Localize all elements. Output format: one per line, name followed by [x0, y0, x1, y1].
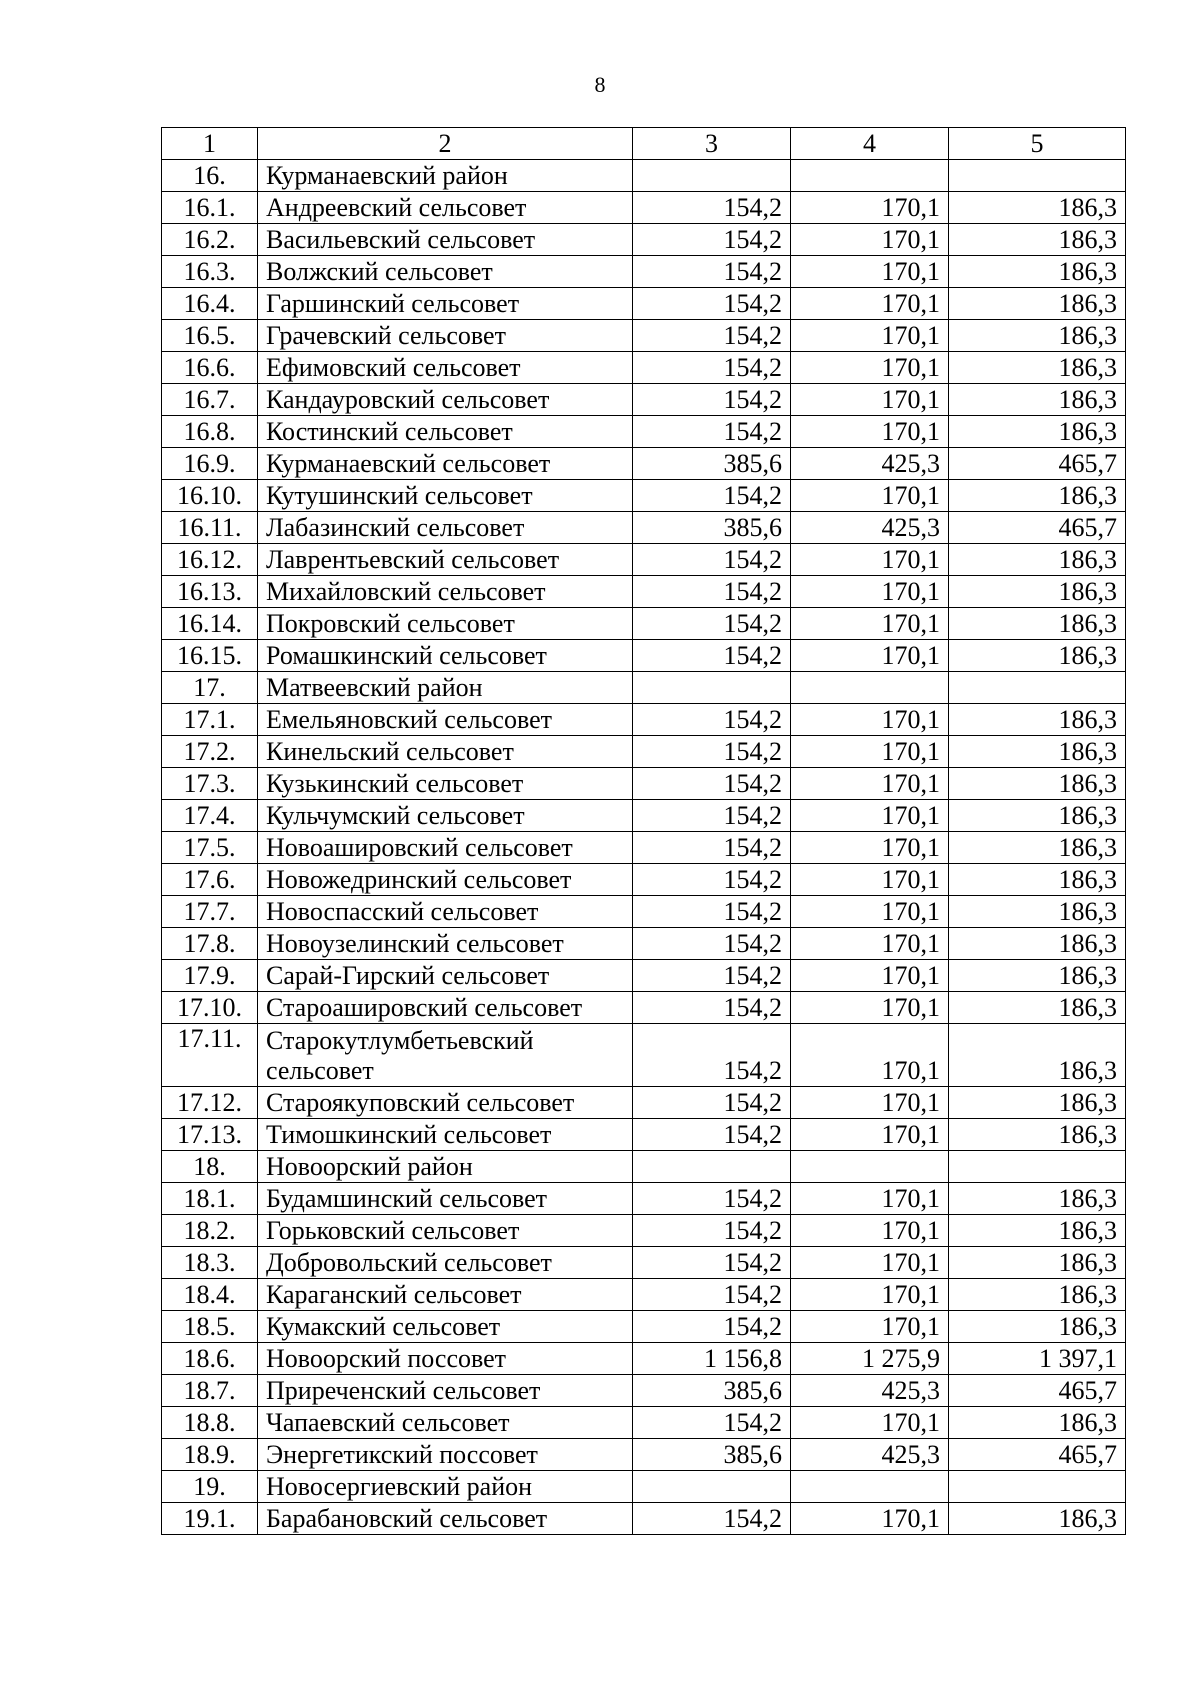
table-row [162, 1247, 1126, 1279]
row-value-col5-cell: 186,3 [949, 384, 1126, 416]
row-number-cell: 16.11. [162, 512, 258, 544]
row-name-cell: Новожедринский сельсовет [258, 864, 633, 896]
row-value-col4-cell: 170,1 [791, 1183, 949, 1215]
row-value-col3-cell: 154,2 [633, 1119, 791, 1151]
row-value-col5-cell: 186,3 [949, 288, 1126, 320]
row-value-col3-cell: 1 156,8 [633, 1343, 791, 1375]
table-row [162, 608, 1126, 640]
row-number-cell: 17.12. [162, 1087, 258, 1119]
row-number-cell: 16.12. [162, 544, 258, 576]
table-row [162, 1439, 1126, 1471]
row-number-cell: 17.13. [162, 1119, 258, 1151]
row-value-col4-cell: 170,1 [791, 1407, 949, 1439]
row-number-cell: 16.15. [162, 640, 258, 672]
row-value-col4-cell: 170,1 [791, 224, 949, 256]
row-number-cell: 18.8. [162, 1407, 258, 1439]
row-number-cell: 17.7. [162, 896, 258, 928]
row-value-col4-cell: 170,1 [791, 1311, 949, 1343]
row-value-col4-cell: 425,3 [791, 1375, 949, 1407]
row-value-col3-cell: 154,2 [633, 960, 791, 992]
row-value-col5-cell: 186,3 [949, 576, 1126, 608]
header-cell-col4: 4 [791, 128, 949, 160]
row-value-col5-cell: 186,3 [949, 864, 1126, 896]
data-table [161, 127, 1126, 1535]
row-value-col3-cell: 154,2 [633, 864, 791, 896]
row-number-cell: 17.10. [162, 992, 258, 1024]
row-value-col4-cell: 1 275,9 [791, 1343, 949, 1375]
table-row [162, 160, 1126, 192]
row-name-cell: Кандауровский сельсовет [258, 384, 633, 416]
row-number-cell: 16.14. [162, 608, 258, 640]
row-value-col4-cell: 170,1 [791, 1119, 949, 1151]
row-value-col5-cell: 186,3 [949, 1503, 1126, 1535]
table-row [162, 1183, 1126, 1215]
row-name-cell: Новоашировский сельсовет [258, 832, 633, 864]
row-name-cell: Приреченский сельсовет [258, 1375, 633, 1407]
row-name-cell: Энергетикский поссовет [258, 1439, 633, 1471]
row-value-col5-cell: 186,3 [949, 1247, 1126, 1279]
row-value-col5-cell: 186,3 [949, 1311, 1126, 1343]
row-number-cell: 16.9. [162, 448, 258, 480]
row-name-cell: Новоузелинский сельсовет [258, 928, 633, 960]
row-number-cell: 18.7. [162, 1375, 258, 1407]
row-value-col4-cell: 170,1 [791, 1247, 949, 1279]
row-number-cell: 18.6. [162, 1343, 258, 1375]
row-value-col4-cell: 170,1 [791, 864, 949, 896]
row-value-col5-cell: 186,3 [949, 416, 1126, 448]
table-row [162, 256, 1126, 288]
row-value-col3-cell: 154,2 [633, 640, 791, 672]
row-value-col5-cell: 186,3 [949, 928, 1126, 960]
row-value-col3-cell: 154,2 [633, 1311, 791, 1343]
row-number-cell: 17.5. [162, 832, 258, 864]
row-value-col5-cell: 186,3 [949, 736, 1126, 768]
row-name-cell: Лаврентьевский сельсовет [258, 544, 633, 576]
table-row [162, 1503, 1126, 1535]
row-number-cell: 17.3. [162, 768, 258, 800]
table-header-row [162, 128, 1126, 160]
row-number-cell: 17. [162, 672, 258, 704]
row-name-cell: Старокутлумбетьевский сельсовет [258, 1024, 633, 1087]
table-row [162, 384, 1126, 416]
row-value-col4-cell: 170,1 [791, 576, 949, 608]
row-value-col4-cell: 170,1 [791, 416, 949, 448]
row-name-cell: Горьковский сельсовет [258, 1215, 633, 1247]
row-value-col5-cell [949, 160, 1126, 192]
row-value-col4-cell: 170,1 [791, 1215, 949, 1247]
row-value-col5-cell: 186,3 [949, 896, 1126, 928]
row-value-col3-cell: 154,2 [633, 1215, 791, 1247]
row-value-col4-cell: 170,1 [791, 480, 949, 512]
row-value-col4-cell: 170,1 [791, 256, 949, 288]
row-number-cell: 17.2. [162, 736, 258, 768]
table-row [162, 1375, 1126, 1407]
row-number-cell: 16.8. [162, 416, 258, 448]
table-body [162, 128, 1126, 1535]
row-value-col5-cell: 186,3 [949, 1119, 1126, 1151]
row-value-col5-cell: 186,3 [949, 320, 1126, 352]
row-value-col5-cell: 186,3 [949, 768, 1126, 800]
row-value-col5-cell: 186,3 [949, 832, 1126, 864]
table-row [162, 1024, 1126, 1087]
row-value-col5-cell: 186,3 [949, 1407, 1126, 1439]
table-row [162, 448, 1126, 480]
row-name-cell: Покровский сельсовет [258, 608, 633, 640]
row-value-col4-cell [791, 672, 949, 704]
row-value-col4-cell: 170,1 [791, 352, 949, 384]
row-number-cell: 18.5. [162, 1311, 258, 1343]
row-name-cell: Новоорский поссовет [258, 1343, 633, 1375]
row-number-cell: 16.3. [162, 256, 258, 288]
row-number-cell: 18.1. [162, 1183, 258, 1215]
row-value-col4-cell: 170,1 [791, 800, 949, 832]
table-row [162, 480, 1126, 512]
row-value-col3-cell: 154,2 [633, 896, 791, 928]
row-number-cell: 16.5. [162, 320, 258, 352]
row-name-cell: Барабановский сельсовет [258, 1503, 633, 1535]
row-value-col4-cell: 170,1 [791, 608, 949, 640]
row-value-col3-cell: 154,2 [633, 416, 791, 448]
row-value-col5-cell: 186,3 [949, 1087, 1126, 1119]
row-number-cell: 16.10. [162, 480, 258, 512]
row-name-cell: Добровольский сельсовет [258, 1247, 633, 1279]
row-value-col3-cell: 154,2 [633, 736, 791, 768]
row-value-col4-cell: 170,1 [791, 1024, 949, 1087]
row-number-cell: 16.4. [162, 288, 258, 320]
row-value-col4-cell: 170,1 [791, 192, 949, 224]
row-value-col3-cell: 154,2 [633, 192, 791, 224]
row-value-col3-cell: 154,2 [633, 384, 791, 416]
row-value-col4-cell: 170,1 [791, 320, 949, 352]
row-value-col3-cell: 154,2 [633, 1247, 791, 1279]
row-value-col3-cell: 154,2 [633, 576, 791, 608]
table-row [162, 768, 1126, 800]
row-value-col4-cell: 170,1 [791, 736, 949, 768]
table-row [162, 1407, 1126, 1439]
row-value-col3-cell: 154,2 [633, 928, 791, 960]
row-value-col3-cell [633, 160, 791, 192]
row-value-col4-cell: 170,1 [791, 544, 949, 576]
table-row [162, 224, 1126, 256]
row-value-col3-cell [633, 1151, 791, 1183]
table-row [162, 960, 1126, 992]
table-row [162, 928, 1126, 960]
table-row [162, 416, 1126, 448]
row-value-col3-cell [633, 672, 791, 704]
table-row [162, 1343, 1126, 1375]
row-value-col5-cell: 186,3 [949, 352, 1126, 384]
row-name-cell: Лабазинский сельсовет [258, 512, 633, 544]
table-row [162, 1471, 1126, 1503]
row-name-cell: Емельяновский сельсовет [258, 704, 633, 736]
row-value-col5-cell: 465,7 [949, 448, 1126, 480]
row-value-col3-cell: 154,2 [633, 1087, 791, 1119]
row-value-col3-cell [633, 1471, 791, 1503]
row-value-col3-cell: 154,2 [633, 544, 791, 576]
row-name-cell: Староашировский сельсовет [258, 992, 633, 1024]
row-number-cell: 18.9. [162, 1439, 258, 1471]
table-row [162, 320, 1126, 352]
row-name-cell: Андреевский сельсовет [258, 192, 633, 224]
table-row [162, 544, 1126, 576]
table-row [162, 288, 1126, 320]
table-row [162, 832, 1126, 864]
row-value-col5-cell: 186,3 [949, 992, 1126, 1024]
row-number-cell: 18.4. [162, 1279, 258, 1311]
row-value-col5-cell: 186,3 [949, 480, 1126, 512]
table-row [162, 1279, 1126, 1311]
row-value-col3-cell: 154,2 [633, 608, 791, 640]
row-number-cell: 17.9. [162, 960, 258, 992]
row-name-cell: Кузькинский сельсовет [258, 768, 633, 800]
row-value-col3-cell: 154,2 [633, 1279, 791, 1311]
table-row [162, 1087, 1126, 1119]
row-value-col3-cell: 154,2 [633, 1503, 791, 1535]
row-value-col5-cell: 186,3 [949, 800, 1126, 832]
row-value-col3-cell: 385,6 [633, 1375, 791, 1407]
row-name-cell: Сарай-Гирский сельсовет [258, 960, 633, 992]
row-value-col3-cell: 154,2 [633, 992, 791, 1024]
row-value-col4-cell: 170,1 [791, 832, 949, 864]
row-name-cell: Чапаевский сельсовет [258, 1407, 633, 1439]
header-cell-number: 1 [162, 128, 258, 160]
table-row [162, 1311, 1126, 1343]
row-value-col4-cell [791, 160, 949, 192]
table-row [162, 896, 1126, 928]
table-row [162, 800, 1126, 832]
row-name-cell: Матвеевский район [258, 672, 633, 704]
row-value-col3-cell: 154,2 [633, 832, 791, 864]
row-value-col4-cell: 170,1 [791, 960, 949, 992]
row-number-cell: 16.1. [162, 192, 258, 224]
row-number-cell: 18.2. [162, 1215, 258, 1247]
row-value-col3-cell: 154,2 [633, 224, 791, 256]
row-value-col4-cell: 170,1 [791, 768, 949, 800]
row-name-cell: Курманаевский сельсовет [258, 448, 633, 480]
page-number: 8 [594, 72, 606, 97]
table-row [162, 864, 1126, 896]
row-value-col3-cell: 154,2 [633, 480, 791, 512]
row-name-cell: Новоорский район [258, 1151, 633, 1183]
row-value-col4-cell: 170,1 [791, 704, 949, 736]
row-name-cell: Караганский сельсовет [258, 1279, 633, 1311]
row-number-cell: 16.13. [162, 576, 258, 608]
row-value-col3-cell: 154,2 [633, 1183, 791, 1215]
table-row [162, 672, 1126, 704]
row-number-cell: 19. [162, 1471, 258, 1503]
table-row [162, 192, 1126, 224]
row-value-col5-cell: 186,3 [949, 640, 1126, 672]
table-row [162, 992, 1126, 1024]
table-row [162, 1119, 1126, 1151]
row-value-col3-cell: 154,2 [633, 352, 791, 384]
row-value-col3-cell: 154,2 [633, 1407, 791, 1439]
row-value-col5-cell: 465,7 [949, 1375, 1126, 1407]
row-name-cell: Ромашкинский сельсовет [258, 640, 633, 672]
table-row [162, 736, 1126, 768]
row-name-cell: Грачевский сельсовет [258, 320, 633, 352]
row-value-col5-cell: 1 397,1 [949, 1343, 1126, 1375]
row-value-col5-cell: 186,3 [949, 224, 1126, 256]
row-value-col3-cell: 154,2 [633, 768, 791, 800]
row-value-col5-cell: 186,3 [949, 1024, 1126, 1087]
row-value-col5-cell: 186,3 [949, 608, 1126, 640]
row-value-col5-cell: 186,3 [949, 192, 1126, 224]
row-name-cell: Тимошкинский сельсовет [258, 1119, 633, 1151]
row-number-cell: 17.6. [162, 864, 258, 896]
row-name-cell: Ефимовский сельсовет [258, 352, 633, 384]
row-value-col5-cell: 186,3 [949, 1215, 1126, 1247]
row-name-cell: Староякуповский сельсовет [258, 1087, 633, 1119]
row-name-cell: Гаршинский сельсовет [258, 288, 633, 320]
row-name-cell: Кумакский сельсовет [258, 1311, 633, 1343]
row-name-cell: Михайловский сельсовет [258, 576, 633, 608]
header-cell-name: 2 [258, 128, 633, 160]
row-value-col4-cell: 425,3 [791, 512, 949, 544]
row-name-cell: Кутушинский сельсовет [258, 480, 633, 512]
row-number-cell: 18.3. [162, 1247, 258, 1279]
table-row [162, 1215, 1126, 1247]
table-row [162, 352, 1126, 384]
row-name-cell: Курманаевский район [258, 160, 633, 192]
row-value-col5-cell: 186,3 [949, 1183, 1126, 1215]
header-cell-col5: 5 [949, 128, 1126, 160]
row-name-cell: Костинский сельсовет [258, 416, 633, 448]
row-value-col5-cell [949, 1151, 1126, 1183]
row-value-col3-cell: 154,2 [633, 320, 791, 352]
row-number-cell: 16.2. [162, 224, 258, 256]
row-value-col4-cell: 170,1 [791, 384, 949, 416]
header-cell-col3: 3 [633, 128, 791, 160]
table-row [162, 704, 1126, 736]
row-value-col5-cell: 465,7 [949, 1439, 1126, 1471]
table-row [162, 1151, 1126, 1183]
row-value-col4-cell: 425,3 [791, 1439, 949, 1471]
table-row [162, 576, 1126, 608]
row-name-cell: Васильевский сельсовет [258, 224, 633, 256]
row-value-col5-cell: 186,3 [949, 960, 1126, 992]
row-value-col5-cell: 186,3 [949, 544, 1126, 576]
row-number-cell: 16.6. [162, 352, 258, 384]
row-number-cell: 17.11. [162, 1024, 258, 1087]
row-name-cell: Новосергиевский район [258, 1471, 633, 1503]
row-value-col5-cell: 465,7 [949, 512, 1126, 544]
row-value-col3-cell: 385,6 [633, 448, 791, 480]
row-value-col3-cell: 385,6 [633, 512, 791, 544]
row-value-col4-cell: 170,1 [791, 1503, 949, 1535]
row-number-cell: 18. [162, 1151, 258, 1183]
row-value-col5-cell: 186,3 [949, 1279, 1126, 1311]
row-value-col4-cell: 170,1 [791, 1279, 949, 1311]
row-name-cell: Волжский сельсовет [258, 256, 633, 288]
row-number-cell: 19.1. [162, 1503, 258, 1535]
row-value-col3-cell: 154,2 [633, 1024, 791, 1087]
row-name-cell: Будамшинский сельсовет [258, 1183, 633, 1215]
row-value-col4-cell: 170,1 [791, 1087, 949, 1119]
row-number-cell: 17.1. [162, 704, 258, 736]
row-value-col3-cell: 154,2 [633, 704, 791, 736]
row-value-col4-cell: 170,1 [791, 640, 949, 672]
row-value-col5-cell [949, 1471, 1126, 1503]
row-value-col3-cell: 154,2 [633, 288, 791, 320]
row-number-cell: 16.7. [162, 384, 258, 416]
row-value-col5-cell: 186,3 [949, 704, 1126, 736]
row-value-col3-cell: 154,2 [633, 800, 791, 832]
row-number-cell: 17.4. [162, 800, 258, 832]
row-value-col5-cell: 186,3 [949, 256, 1126, 288]
table-row [162, 512, 1126, 544]
row-number-cell: 17.8. [162, 928, 258, 960]
row-name-cell: Кульчумский сельсовет [258, 800, 633, 832]
table-row [162, 640, 1126, 672]
row-value-col4-cell [791, 1471, 949, 1503]
row-name-cell: Новоспасский сельсовет [258, 896, 633, 928]
row-value-col4-cell: 170,1 [791, 928, 949, 960]
row-value-col3-cell: 154,2 [633, 256, 791, 288]
row-value-col5-cell [949, 672, 1126, 704]
row-value-col4-cell: 170,1 [791, 896, 949, 928]
row-value-col4-cell: 170,1 [791, 288, 949, 320]
row-value-col4-cell: 170,1 [791, 992, 949, 1024]
row-value-col4-cell [791, 1151, 949, 1183]
row-value-col4-cell: 425,3 [791, 448, 949, 480]
row-value-col3-cell: 385,6 [633, 1439, 791, 1471]
row-name-cell: Кинельский сельсовет [258, 736, 633, 768]
row-number-cell: 16. [162, 160, 258, 192]
